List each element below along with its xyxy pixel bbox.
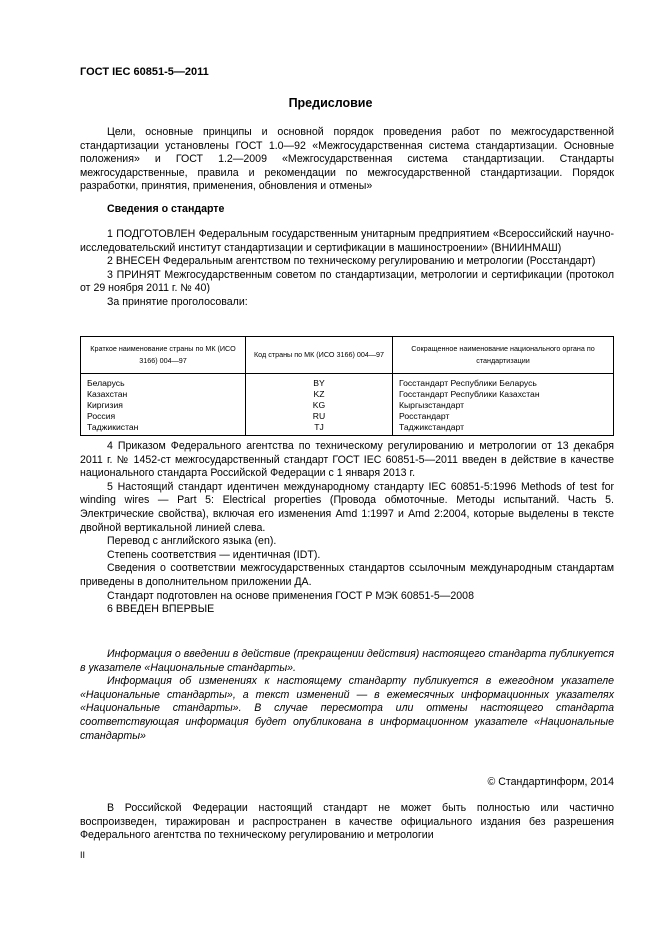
item-submitted: 2 ВНЕСЕН Федеральным агентством по техническому регулированию и метрологии (Росстандарт) [107, 255, 596, 268]
cell-country: Россия [81, 411, 246, 422]
table-row [81, 422, 614, 436]
table-row [81, 411, 614, 422]
info-section [80, 648, 614, 743]
intro-section [80, 126, 614, 194]
cell-organ: Кыргызстандарт [393, 400, 614, 411]
col-header-code: Код страны по МК (ИСО 3166) 004—97 [246, 337, 393, 374]
cell-country: Киргизия [81, 400, 246, 411]
cell-country: Таджикистан [81, 422, 246, 436]
cell-code: KZ [246, 389, 393, 400]
standard-info-bottom [80, 440, 614, 617]
item-basis: Стандарт подготовлен на основе применения ГОСТ Р МЭК 60851-5—2008 [107, 589, 474, 602]
cell-organ: Таджикстандарт [393, 422, 614, 436]
notice-paragraph: В Российской Федерации настоящий стандарт не может быть полностью или частично воспроизведен, тиражирован и распространен в качестве официального издания без разрешения Федерального агентства по техническому регулированию и метрологии [80, 802, 614, 842]
page-number: II [80, 850, 86, 860]
intro-paragraph: Цели, основные принципы и основной порядок проведения работ по межгосударственной стандартизации установлены ГОСТ 1.0—92 «Межгосударственная система стандартизации. Основные положения» и ГОСТ 1.2—2009 «Межгосударственная система стандартизации. Стандарты межгосударственные, правила и рекомендации по межгосударственной стандартизации. Порядок разработки, принятия, применения, обновления и отмены» [80, 126, 614, 193]
standard-info-top [80, 228, 614, 310]
cell-code: RU [246, 411, 393, 422]
section-heading: Сведения о стандарте [107, 203, 225, 215]
cell-code: BY [246, 374, 393, 390]
col-header-country: Краткое наименование страны по МК (ИСО 3166) 004—97 [81, 337, 246, 374]
item-identical: 5 Настоящий стандарт идентичен международному стандарту IEC 60851-5:1996 Methods of test for winding wires — Part 5: Electrical properties (Провода обмоточные. Методы испытаний. Часть 5. Электрические свойства), включая его изменения Amd 1:1997 и Amd 2:2004, которые выделены в тексте двойной вертикальной линией слева. [80, 480, 614, 534]
cell-code: KG [246, 400, 393, 411]
info-paragraph: Информация о введении в действие (прекращении действия) настоящего стандарта публикуется в указателе «Национальные стандарты». [80, 648, 614, 674]
cell-organ: Госстандарт Республики Казахстан [393, 389, 614, 400]
item-order: 4 Приказом Федерального агентства по техническому регулированию и метрологии от 13 декабря 2011 г. № 1452-ст межгосударственный стандарт ГОСТ IEC 60851-5—2011 введен в действие в качестве национального стандарта Российской Федерации с 1 января 2013 г. [80, 440, 614, 480]
notice-section [80, 802, 614, 843]
item-prepared: 1 ПОДГОТОВЛЕН Федеральным государственным унитарным предприятием «Всероссийский научно-исследовательский институт стандартизации и сертификации в машиностроении» (ВНИИНМАШ) [80, 228, 614, 254]
voting-table [80, 336, 614, 436]
table-row [81, 374, 614, 390]
table-row [81, 389, 614, 400]
cell-code: TJ [246, 422, 393, 436]
item-adopted: 3 ПРИНЯТ Межгосударственным советом по стандартизации, метрологии и сертификации (протокол от 29 ноября 2011 г. № 40) [80, 268, 614, 295]
copyright: © Стандартинформ, 2014 [487, 776, 614, 788]
table-row [81, 400, 614, 411]
item-degree: Степень соответствия — идентичная (IDT). [107, 548, 321, 561]
item-references: Сведения о соответствии межгосударственных стандартов ссылочным международным стандартам приведены в дополнительном приложении ДА. [80, 562, 614, 588]
document-header: ГОСТ IEC 60851-5—2011 [80, 66, 209, 78]
item-translation: Перевод с английского языка (en). [107, 535, 277, 548]
cell-organ: Росстандарт [393, 411, 614, 422]
info-paragraph: Информация об изменениях к настоящему стандарту публикуется в ежегодном указателе «Национальные стандарты», а текст изменений — в ежемесячных информационных указателях «Национальные стандарты». В случае пересмотра или отмены настоящего стандарта соответствующая информация будет опубликована в информационном указателе «Национальные стандарты» [80, 675, 614, 742]
col-header-organ: Сокращенное наименование национального органа по стандартизации [393, 337, 614, 374]
item-introduced: 6 ВВЕДЕН ВПЕРВЫЕ [107, 603, 215, 616]
cell-country: Казахстан [81, 389, 246, 400]
page-title: Предисловие [288, 96, 373, 110]
table-header-row [81, 337, 614, 374]
item-voted: За принятие проголосовали: [107, 295, 248, 308]
cell-country: Беларусь [81, 374, 246, 390]
cell-organ: Госстандарт Республики Беларусь [393, 374, 614, 390]
